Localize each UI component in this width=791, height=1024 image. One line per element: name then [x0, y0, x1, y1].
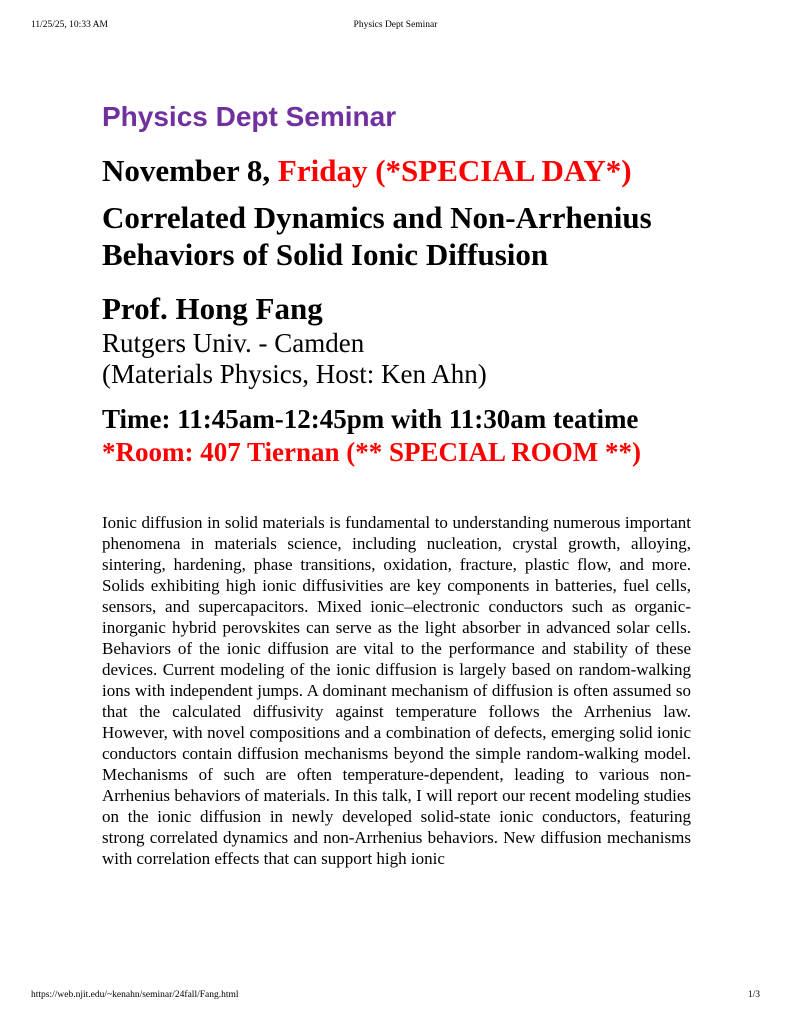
- speaker-affiliation: Rutgers Univ. - Camden: [102, 328, 365, 358]
- print-header: [0, 20, 791, 34]
- seminar-date: November 8,: [102, 153, 278, 188]
- special-day-note: Friday (*SPECIAL DAY*): [277, 153, 632, 188]
- print-url: https://web.njit.edu/~kenahn/seminar/24fall/Fang.html: [31, 990, 239, 1000]
- time-line: Time: 11:45am-12:45pm with 11:30am teatime: [102, 404, 639, 434]
- seminar-announcement: [102, 96, 691, 869]
- host-line: (Materials Physics, Host: Ken Ahn): [102, 359, 487, 389]
- abstract-text: Ionic diffusion in solid materials is fundamental to understanding numerous important phenomena in materials science, including nucleation, crystal growth, alloying, sintering, hardening, phase transitions, oxidation, fracture, plastic flow, and more. Solids exhibiting high ionic diffusivities are key components in batteries, fuel cells, sensors, and supercapacitors. Mixed ionic–electronic conductors such as organic-inorganic hybrid perovskites can serve as the light absorber in advanced solar cells. Behaviors of the ionic diffusion are vital to the performance and stability of these devices. Current modeling of the ionic diffusion is largely based on random-walking ions with independent jumps. A dominant mechanism of diffusion is often assumed so that the calculated diffusivity against temperature follows the Arrhenius law. However, with novel compositions and a combination of defects, emerging solid ionic conductors contain diffusion mechanisms beyond the simple random-walking model. Mechanisms of such are often temperature-dependent, leading to various non-Arrhenius behaviors of materials. In this talk, I will report our recent modeling studies on the ionic diffusion in newly developed solid-state ionic conductors, featuring strong correlated dynamics and non-Arrhenius behaviors. New diffusion mechanisms with correlation effects that can support high ionic: [102, 513, 691, 868]
- print-page-title: Physics Dept Seminar: [353, 20, 438, 30]
- print-footer: [0, 990, 791, 1004]
- talk-title: Correlated Dynamics and Non-Arrhenius Behaviors of Solid Ionic Diffusion: [102, 200, 652, 272]
- room-line: *Room: 407 Tiernan (** SPECIAL ROOM **): [102, 437, 642, 467]
- date-line: [102, 150, 691, 192]
- print-page-number: 1/3: [747, 990, 760, 1000]
- speaker-name: Prof. Hong Fang: [102, 291, 323, 326]
- print-datetime: 11/25/25, 10:33 AM: [31, 20, 108, 30]
- dept-title: Physics Dept Seminar: [102, 101, 397, 132]
